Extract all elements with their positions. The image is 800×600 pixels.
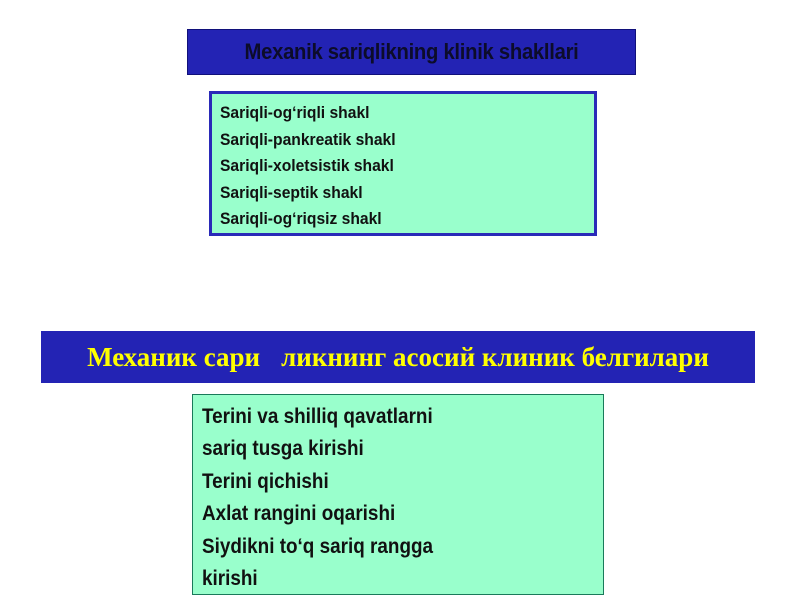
sign-line: Terini va shilliq qavatlarni: [202, 405, 433, 428]
form-item: Sariqli-og‘riqli shakl: [220, 103, 370, 122]
clinical-signs-box: [192, 394, 604, 595]
form-item: Sariqli-xoletsistik shakl: [220, 156, 394, 175]
sign-line: Siydikni to‘q sariq rangga: [202, 534, 434, 558]
clinical-forms-box: [209, 91, 597, 236]
form-item: Sariqli-og‘riqsiz shakl: [220, 209, 382, 228]
form-item: Sariqli-pankreatik shakl: [220, 129, 396, 149]
signs-title: Механик сари ликнинг асосий клиник белгилари: [94, 341, 702, 372]
sign-line: kirishi: [202, 567, 258, 591]
sign-line: Axlat rangini oqarishi: [202, 502, 396, 526]
forms-title: Mexanik sariqlikning klinik shakllari: [244, 39, 579, 64]
sign-line: Terini qichishi: [202, 469, 329, 493]
forms-title-banner: [187, 29, 636, 75]
form-item: Sariqli-septik shakl: [220, 182, 363, 202]
signs-title-banner: [41, 331, 755, 383]
sign-line: sariq tusga kirishi: [202, 437, 364, 461]
